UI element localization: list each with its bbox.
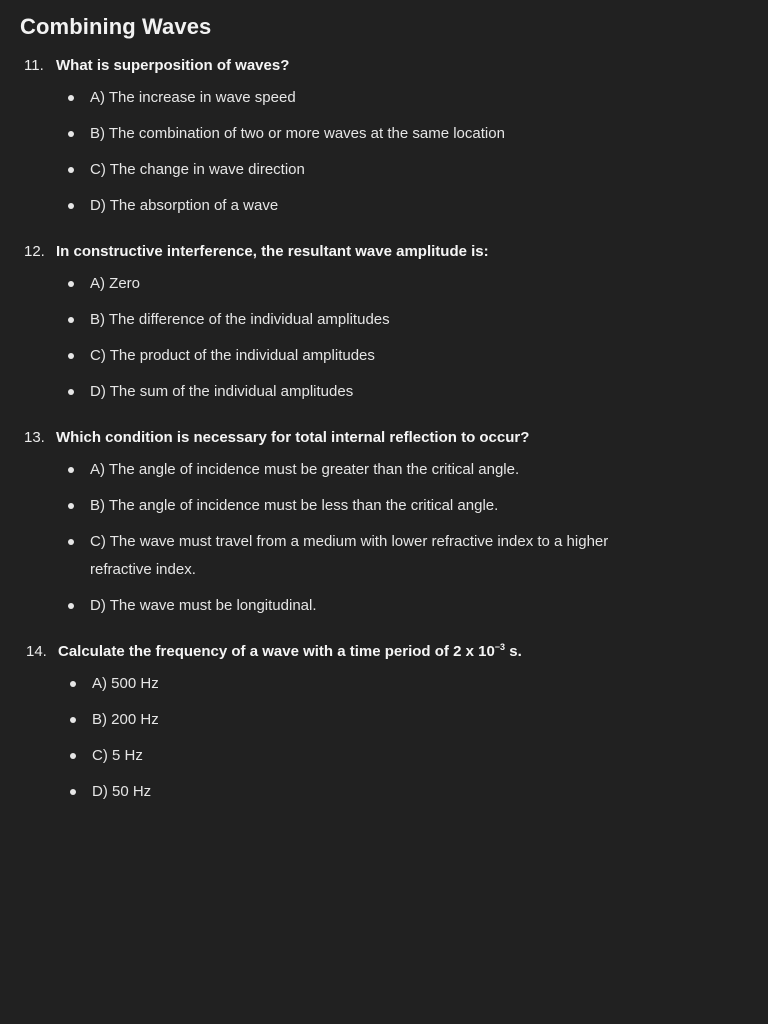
question-text: In constructive interference, the resultant wave amplitude is:: [56, 243, 489, 260]
option-list: [20, 84, 748, 220]
bullet-icon: [68, 167, 74, 173]
bullet-icon: [70, 753, 76, 759]
option-text: C) The change in wave direction: [90, 161, 305, 178]
option-item: [66, 342, 748, 370]
option-item: [66, 456, 748, 484]
bullet-icon: [68, 95, 74, 101]
question-11: [20, 56, 748, 220]
option-item: [66, 378, 748, 406]
question-number: 14.: [26, 643, 47, 660]
option-text: B) The angle of incidence must be less than the critical angle.: [90, 497, 499, 514]
option-text: B) 200 Hz: [92, 711, 159, 728]
option-text: D) The wave must be longitudinal.: [90, 597, 317, 614]
question-text: Which condition is necessary for total internal reflection to occur?: [56, 429, 530, 446]
option-text: C) 5 Hz: [92, 747, 143, 764]
bullet-icon: [68, 603, 74, 609]
option-item: [66, 120, 748, 148]
option-item: [66, 592, 748, 620]
question-13: [20, 428, 748, 620]
bullet-icon: [68, 539, 74, 545]
option-text: D) The absorption of a wave: [90, 197, 279, 214]
question-12: [20, 242, 748, 406]
option-text: C) The wave must travel from a medium with lower refractive index to a higher refractive index.: [90, 533, 609, 578]
question-number: 13.: [24, 429, 45, 446]
bullet-icon: [68, 281, 74, 287]
option-item: [66, 306, 748, 334]
option-text: A) The angle of incidence must be greater than the critical angle.: [90, 461, 520, 478]
question-header: [26, 642, 748, 662]
option-item: [66, 192, 748, 220]
bullet-icon: [68, 389, 74, 395]
option-item: [68, 706, 748, 734]
option-text: A) 500 Hz: [92, 675, 159, 692]
option-text: A) Zero: [90, 275, 141, 292]
page-title: Combining Waves: [20, 14, 212, 39]
bullet-icon: [68, 503, 74, 509]
option-item: [68, 778, 748, 806]
option-item: [68, 742, 748, 770]
option-list: [20, 670, 748, 806]
bullet-icon: [70, 789, 76, 795]
option-text: A) The increase in wave speed: [90, 89, 296, 106]
question-text: [58, 642, 522, 662]
question-number: 11.: [24, 57, 44, 74]
option-item: [66, 492, 748, 520]
question-14: [20, 642, 748, 806]
option-text: C) The product of the individual amplitudes: [90, 347, 375, 364]
option-text: B) The difference of the individual amplitudes: [90, 311, 390, 328]
bullet-icon: [68, 131, 74, 137]
bullet-icon: [68, 467, 74, 473]
option-item: [68, 670, 748, 698]
question-header: [24, 242, 748, 262]
option-item: [66, 528, 650, 584]
option-text: B) The combination of two or more waves at the same location: [90, 125, 505, 142]
bullet-icon: [68, 203, 74, 209]
question-text-part: Calculate the frequency of a wave with a time period of 2 x 10: [58, 643, 495, 660]
exponent: −3: [494, 642, 506, 652]
bullet-icon: [70, 717, 76, 723]
question-number: 12.: [24, 243, 45, 260]
bullet-icon: [68, 353, 74, 359]
question-text: What is superposition of waves?: [56, 57, 290, 74]
option-list: [20, 456, 748, 620]
option-text: D) 50 Hz: [92, 783, 152, 800]
question-text-part: s.: [505, 643, 522, 660]
option-item: [66, 270, 748, 298]
bullet-icon: [70, 681, 76, 687]
option-item: [66, 84, 748, 112]
question-header: [24, 428, 748, 448]
option-item: [66, 156, 748, 184]
option-list: [20, 270, 748, 406]
bullet-icon: [68, 317, 74, 323]
question-header: [24, 56, 748, 76]
option-text: D) The sum of the individual amplitudes: [90, 383, 354, 400]
